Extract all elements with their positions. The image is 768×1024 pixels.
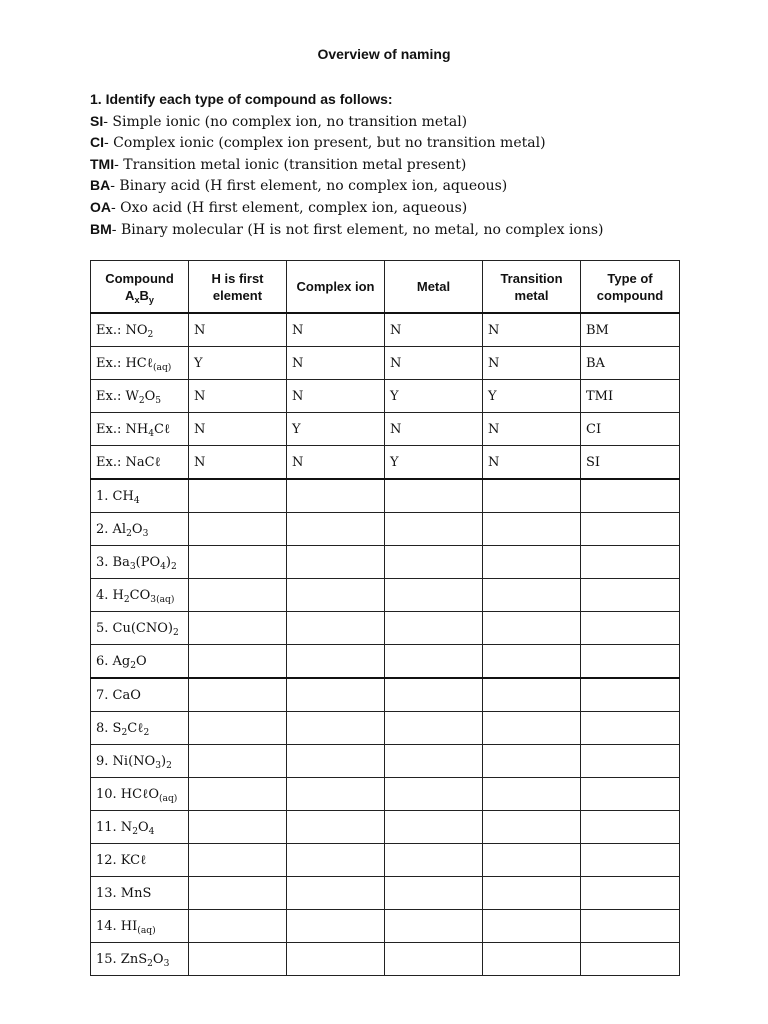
example-row [91,347,680,380]
problem-row [91,712,680,745]
h-first-cell[interactable] [189,943,287,976]
h-first-cell[interactable] [189,811,287,844]
metal-cell[interactable] [385,877,483,910]
transition-metal-cell[interactable] [483,745,581,778]
code-abbrev: OA [90,198,111,215]
header-row [91,261,680,314]
code-abbrev: BM [90,220,112,237]
problem-row [91,612,680,645]
code-definition [90,154,690,176]
complex-ion-cell[interactable] [287,778,385,811]
metal-cell[interactable] [385,678,483,712]
h-first-cell[interactable] [189,678,287,712]
h-first-cell: N [189,313,287,347]
metal-cell[interactable] [385,479,483,513]
transition-metal-cell: N [483,413,581,446]
problem-row [91,513,680,546]
code-description: - Oxo acid (H first element, complex ion, aqueous) [111,199,468,216]
metal-cell[interactable] [385,811,483,844]
header-compound-formula: $A_xB_y$ [125,287,154,305]
h-first-cell[interactable] [189,877,287,910]
problem-row [91,943,680,976]
transition-metal-cell[interactable] [483,579,581,612]
compound-cell: 1. $CH_4$ [91,479,189,513]
transition-metal-cell[interactable] [483,645,581,679]
problem-row [91,844,680,877]
table-body [91,313,680,976]
code-definition [90,219,690,241]
example-row [91,446,680,480]
h-first-cell[interactable] [189,910,287,943]
h-first-cell: N [189,446,287,480]
header-transition-metal: Transition metal [483,261,581,314]
code-definition [90,111,690,133]
complex-ion-cell[interactable] [287,678,385,712]
type-cell[interactable] [581,943,680,976]
transition-metal-cell[interactable] [483,479,581,513]
compound-cell: 2. $Al_2O_3$ [91,513,189,546]
complex-ion-cell[interactable] [287,513,385,546]
type-cell: CI [581,413,680,446]
code-abbrev: CI [90,134,104,151]
metal-cell[interactable] [385,546,483,579]
example-row [91,380,680,413]
type-cell[interactable] [581,745,680,778]
compound-cell: 8. $S_2C\ell_2$ [91,712,189,745]
header-h-first: H is first element [189,261,287,314]
transition-metal-cell[interactable] [483,910,581,943]
metal-cell[interactable] [385,943,483,976]
code-abbrev: SI [90,112,104,129]
complex-ion-cell[interactable] [287,546,385,579]
complex-ion-cell[interactable] [287,645,385,679]
type-cell[interactable] [581,678,680,712]
compound-cell: 9. $Ni(NO_3)_2$ [91,745,189,778]
metal-cell[interactable] [385,745,483,778]
code-description: - Transition metal ionic (transition metal present) [114,156,467,173]
h-first-cell[interactable] [189,513,287,546]
transition-metal-cell[interactable] [483,844,581,877]
problem-row [91,877,680,910]
code-abbrev: TMI [90,155,115,172]
header-type: Type of compound [581,261,680,314]
h-first-cell[interactable] [189,479,287,513]
type-cell[interactable] [581,712,680,745]
metal-cell: Y [385,446,483,480]
complex-ion-cell[interactable] [287,910,385,943]
metal-cell[interactable] [385,612,483,645]
compound-cell: Ex.: $W_2O_5$ [91,380,189,413]
problem-row [91,745,680,778]
type-cell[interactable] [581,910,680,943]
complex-ion-cell[interactable] [287,612,385,645]
type-cell[interactable] [581,778,680,811]
type-cell: TMI [581,380,680,413]
compound-cell: 5. $Cu(CNO)_2$ [91,612,189,645]
problem-row [91,811,680,844]
transition-metal-cell[interactable] [483,778,581,811]
code-list [90,111,690,241]
code-abbrev: BA [90,177,111,194]
compound-cell: Ex.: $NH_4C\ell$ [91,413,189,446]
problem-row [91,645,680,679]
compound-cell: 10. HCℓO$_{(aq)}$ [91,778,189,811]
instructions-heading: 1. Identify each type of compound as follows: [90,91,393,107]
instructions [90,89,690,240]
metal-cell: N [385,313,483,347]
transition-metal-cell[interactable] [483,513,581,546]
type-cell[interactable] [581,645,680,679]
problem-row [91,479,680,513]
compound-cell: 12. KCℓ [91,844,189,877]
h-first-cell[interactable] [189,546,287,579]
complex-ion-cell: Y [287,413,385,446]
complex-ion-cell: N [287,446,385,480]
metal-cell: Y [385,380,483,413]
transition-metal-cell: N [483,446,581,480]
complex-ion-cell[interactable] [287,844,385,877]
h-first-cell[interactable] [189,778,287,811]
type-cell[interactable] [581,479,680,513]
complex-ion-cell[interactable] [287,745,385,778]
compound-table [90,260,680,976]
transition-metal-cell[interactable] [483,612,581,645]
type-cell: BM [581,313,680,347]
header-compound [91,261,189,314]
type-cell[interactable] [581,844,680,877]
type-cell[interactable] [581,579,680,612]
complex-ion-cell: N [287,313,385,347]
transition-metal-cell[interactable] [483,943,581,976]
h-first-cell[interactable] [189,579,287,612]
type-cell[interactable] [581,811,680,844]
complex-ion-cell: N [287,380,385,413]
compound-cell: Ex.: NaCℓ [91,446,189,480]
problem-row [91,910,680,943]
example-row [91,313,680,347]
transition-metal-cell: N [483,313,581,347]
h-first-cell[interactable] [189,712,287,745]
compound-cell: 6. $Ag_2O$ [91,645,189,679]
code-definition [90,197,690,219]
compound-cell: Ex.: HCℓ$_{(aq)}$ [91,347,189,380]
header-complex-ion: Complex ion [287,261,385,314]
code-description: - Binary molecular (H is not first element, no metal, no complex ions) [111,221,604,238]
complex-ion-cell[interactable] [287,811,385,844]
transition-metal-cell[interactable] [483,712,581,745]
complex-ion-cell[interactable] [287,943,385,976]
type-cell: SI [581,446,680,480]
transition-metal-cell[interactable] [483,678,581,712]
problem-row [91,678,680,712]
compound-cell: 7. CaO [91,678,189,712]
code-description: - Complex ionic (complex ion present, but no transition metal) [104,135,546,152]
compound-cell: Ex.: $NO_2$ [91,313,189,347]
code-definition [90,132,690,154]
metal-cell[interactable] [385,712,483,745]
metal-cell[interactable] [385,645,483,679]
problem-row [91,579,680,612]
problem-row [91,546,680,579]
problem-row [91,778,680,811]
transition-metal-cell: N [483,347,581,380]
metal-cell[interactable] [385,910,483,943]
metal-cell[interactable] [385,778,483,811]
example-row [91,413,680,446]
metal-cell[interactable] [385,579,483,612]
complex-ion-cell: N [287,347,385,380]
h-first-cell[interactable] [189,612,287,645]
h-first-cell: N [189,380,287,413]
type-cell[interactable] [581,877,680,910]
compound-cell: 14. $HI_{(aq)}$ [91,910,189,943]
type-cell[interactable] [581,513,680,546]
header-compound-label: Compound [105,270,174,286]
complex-ion-cell[interactable] [287,712,385,745]
compound-cell: 11. $N_2O_4$ [91,811,189,844]
metal-cell: N [385,347,483,380]
h-first-cell[interactable] [189,844,287,877]
page-title: Overview of naming [317,46,451,62]
compound-cell: 4. $H_2CO_{3(aq)}$ [91,579,189,612]
metal-cell: N [385,413,483,446]
transition-metal-cell[interactable] [483,877,581,910]
transition-metal-cell: Y [483,380,581,413]
compound-cell: 13. MnS [91,877,189,910]
h-first-cell[interactable] [189,745,287,778]
code-description: - Simple ionic (no complex ion, no transition metal) [103,113,468,130]
compound-cell: 15. $ZnS_2O_3$ [91,943,189,976]
transition-metal-cell[interactable] [483,811,581,844]
transition-metal-cell[interactable] [483,546,581,579]
metal-cell[interactable] [385,844,483,877]
type-cell[interactable] [581,546,680,579]
h-first-cell[interactable] [189,645,287,679]
metal-cell[interactable] [385,513,483,546]
compound-cell: 3. $Ba_3(PO_4)_2$ [91,546,189,579]
code-description: - Binary acid (H first element, no complex ion, aqueous) [110,178,508,195]
complex-ion-cell[interactable] [287,877,385,910]
complex-ion-cell[interactable] [287,479,385,513]
header-metal: Metal [385,261,483,314]
complex-ion-cell[interactable] [287,579,385,612]
type-cell: BA [581,347,680,380]
h-first-cell: N [189,413,287,446]
h-first-cell: Y [189,347,287,380]
code-definition [90,175,690,197]
type-cell[interactable] [581,612,680,645]
